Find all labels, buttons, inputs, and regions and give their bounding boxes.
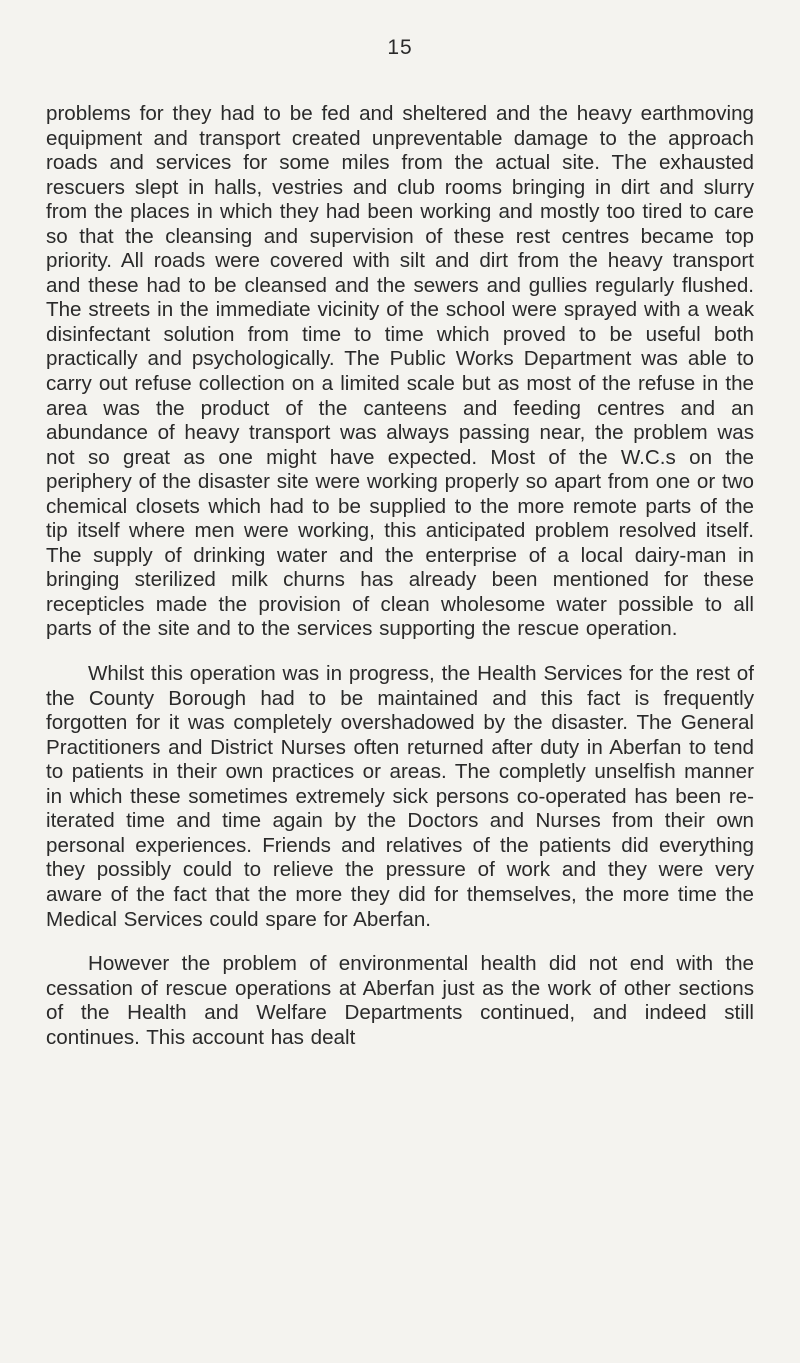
document-body xyxy=(46,102,754,1050)
paragraph-1: problems for they had to be fed and sheltered and the heavy earthmoving equipment and transport created unpreventable damage to the approach roads and services for some miles from the actual site. The exhausted rescuers slept in halls, vestries and club rooms bringing in dirt and slurry from the places in which they had been working and mostly too tired to care so that the cleansing and supervision of these rest centres became top priority. All roads were covered with silt and dirt from the heavy transport and these had to be cleansed and the sewers and gullies regularly flushed. The streets in the immediate vicinity of the school were sprayed with a weak disinfectant solution from time to time which proved to be useful both practically and psychologically. The Public Works Department was able to carry out refuse collection on a limited scale but as most of the refuse in the area was the product of the canteens and feeding centres and an abundance of heavy transport was always passing near, the problem was not so great as one might have expected. Most of the W.C.s on the periphery of the disaster site were working properly so apart from one or two chemical closets which had to be supplied to the more remote parts of the tip itself where men were working, this anticipated problem resolved itself. The supply of drinking water and the enterprise of a local dairy-man in bringing sterilized milk churns has already been mentioned for these recepticles made the provision of clean wholesome water possible to all parts of the site and to the services supporting the rescue operation. xyxy=(46,102,754,641)
paragraph-3: However the problem of environmental health did not end with the cessation of rescue operations at Aberfan just as the work of other sections of the Health and Welfare Departments continued, and indeed still continues. This account has dealt xyxy=(46,952,754,1049)
paragraph-2: Whilst this operation was in progress, the Health Services for the rest of the County Borough had to be maintained and this fact is frequently forgotten for it was completely overshadowed by the disaster. The General Practitioners and District Nurses often returned after duty in Aberfan to tend to patients in their own practices or areas. The completly unselfish manner in which these sometimes extremely sick persons co-operated has been re-iterated time and time again by the Doctors and Nurses from their own personal experiences. Friends and relatives of the patients did everything they possibly could to relieve the pressure of work and they were very aware of the fact that the more they did for themselves, the more time the Medical Services could spare for Aberfan. xyxy=(46,662,754,931)
page-number: 15 xyxy=(387,36,413,59)
